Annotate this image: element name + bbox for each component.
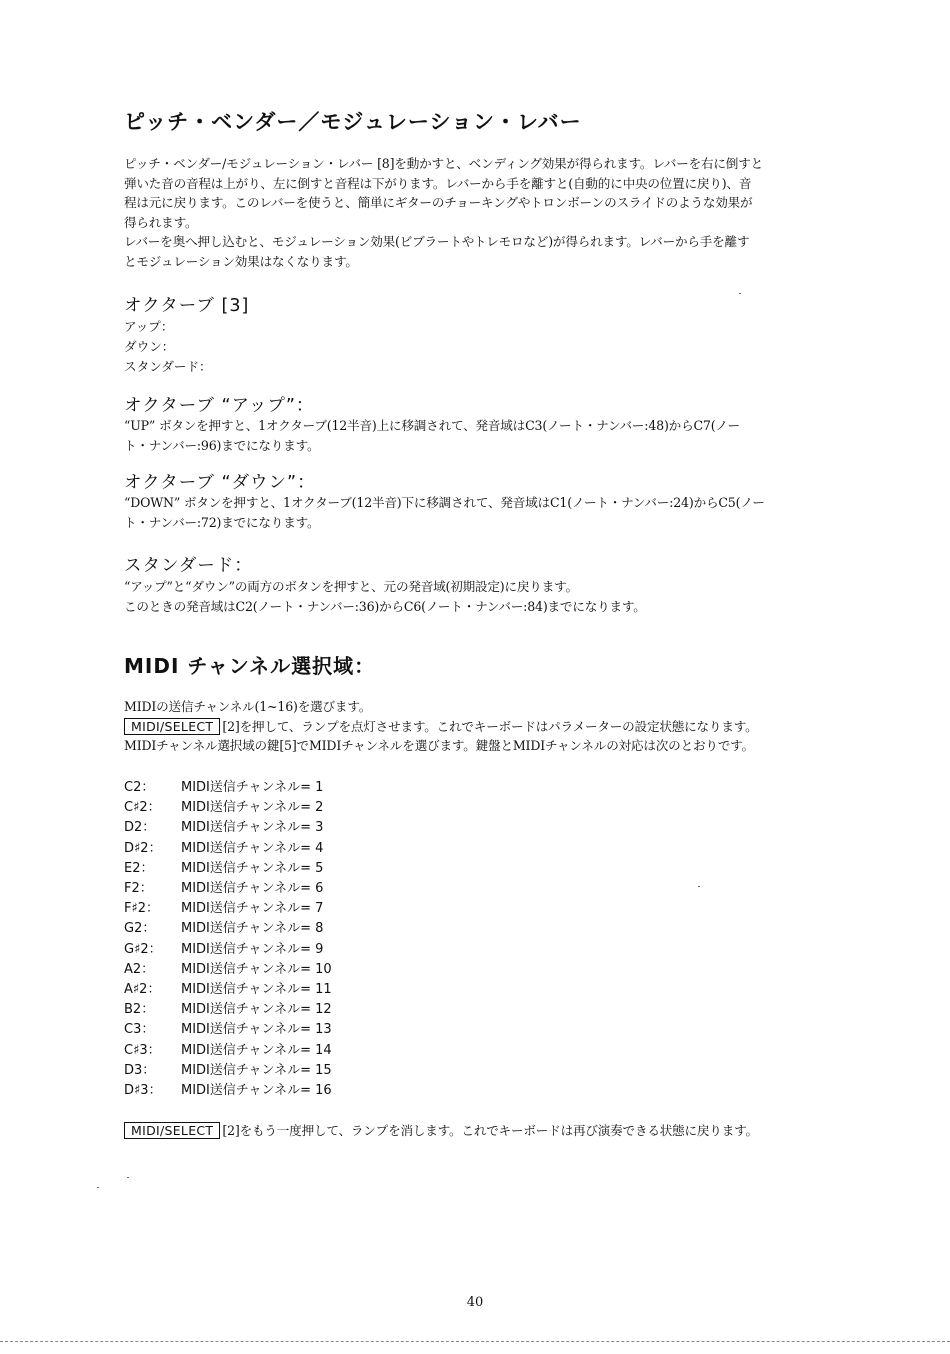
text-line: ピッチ・ベンダー/モジュレーション・レバー [8]を動かすと、ベンディング効果が得られます。レバーを右に倒すと	[124, 156, 763, 171]
scan-speck	[127, 1177, 129, 1178]
mapping-row	[124, 778, 332, 798]
standard-heading: スタンダード：	[124, 556, 253, 576]
text-span: [2]をもう一度押して、ランプを消します。これでキーボードは再び演奏できる状態に戻ります。	[222, 1123, 758, 1138]
mapping-key: G♯2：	[124, 941, 162, 957]
octave-heading: オクターブ [3]	[124, 296, 250, 316]
midi-instructions	[124, 697, 844, 756]
octave-up-heading: オクターブ “アップ”：	[124, 396, 315, 416]
mapping-value: MIDI送信チャンネル= 1	[181, 780, 324, 795]
mapping-key: C♯2：	[124, 800, 161, 816]
text-line: 弾いた音の音程は上がり、左に倒すと音程は下がります。レバーから手を離すと(自動的に中央の位置に戻り)、音	[124, 175, 752, 191]
mapping-key: C3：	[124, 1022, 155, 1038]
text-line: “DOWN” ボタンを押すと、1オクターブ(12半音)下に移調されて、発音域はC1(ノート・ナンバー:24)からC5(ノー	[124, 495, 765, 510]
mapping-value: MIDI送信チャンネル= 7	[181, 901, 324, 917]
scan-speck	[739, 293, 741, 294]
scan-speck	[97, 1187, 99, 1188]
midi-select-button-2: MIDI/SELECT	[124, 1122, 220, 1139]
mapping-key: D2：	[124, 820, 156, 836]
mapping-key: G2：	[124, 921, 156, 937]
text-line: “アップ”と“ダウン”の両方のボタンを押すと、元の発音域(初期設定)に戻ります。	[124, 579, 578, 594]
octave-options-list	[124, 317, 212, 377]
mapping-key: E2：	[124, 860, 154, 876]
mapping-key: A♯2：	[124, 982, 161, 998]
mapping-value: MIDI送信チャンネル= 15	[181, 1062, 332, 1078]
mapping-key: F2：	[124, 881, 153, 897]
mapping-key: D3：	[124, 1062, 156, 1078]
midi-final-instruction	[124, 1121, 844, 1141]
mapping-value: MIDI送信チャンネル= 4	[181, 840, 324, 856]
mapping-row	[124, 1020, 332, 1040]
mapping-value: MIDI送信チャンネル= 3	[181, 820, 324, 836]
text-span: [2]を押して、ランプを点灯させます。これでキーボードはパラメーターの設定状態になります。	[222, 718, 758, 734]
mapping-value: MIDI送信チャンネル= 8	[181, 921, 324, 937]
mapping-value: MIDI送信チャンネル= 9	[181, 941, 324, 957]
mapping-row	[124, 1081, 332, 1101]
standard-description	[124, 577, 844, 616]
mapping-row	[124, 839, 332, 859]
mapping-row	[124, 1061, 332, 1081]
octave-down-description	[124, 493, 844, 532]
mapping-row	[124, 879, 332, 899]
mapping-value: MIDI送信チャンネル= 6	[181, 881, 324, 897]
mapping-key: D♯3：	[124, 1083, 162, 1099]
text-line: MIDIの送信チャンネル(1~16)を選びます。	[124, 699, 372, 714]
text-line: “UP” ボタンを押すと、1オクターブ(12半音)上に移調されて、発音域はC3(ノート・ナンバー:48)からC7(ノー	[124, 418, 740, 433]
mapping-row	[124, 798, 332, 818]
mapping-key: C2：	[124, 780, 155, 795]
mapping-value: MIDI送信チャンネル= 2	[181, 800, 324, 816]
mapping-value: MIDI送信チャンネル= 11	[181, 982, 332, 998]
text-line: MIDIチャンネル選択域の鍵[5]でMIDIチャンネルを選びます。鍵盤とMIDIチャンネルの対応は次のとおりです。	[124, 738, 754, 753]
mapping-key: C♯3：	[124, 1042, 161, 1058]
page-bottom-rule	[0, 1341, 950, 1342]
list-item: スタンダード：	[124, 359, 212, 374]
mapping-row	[124, 919, 332, 939]
scan-speck	[698, 886, 700, 887]
mapping-value: MIDI送信チャンネル= 12	[181, 1002, 332, 1018]
mapping-row	[124, 980, 332, 1000]
octave-down-heading: オクターブ “ダウン”：	[124, 473, 316, 493]
text-line	[124, 1121, 844, 1141]
text-line: レバーを奥へ押し込むと、モジュレーション効果(ビブラートやトレモロなど)が得られます。レバーから手を離す	[124, 234, 750, 249]
pitch-bender-heading: ピッチ・ベンダー／モジュレーション・レバー	[124, 110, 582, 134]
octave-up-description	[124, 416, 844, 455]
page-number: 40	[466, 1295, 484, 1310]
mapping-value: MIDI送信チャンネル= 16	[181, 1083, 332, 1099]
list-item: ダウン：	[124, 339, 175, 354]
text-line: ト・ナンバー:96)までになります。	[124, 437, 320, 453]
mapping-value: MIDI送信チャンネル= 13	[181, 1022, 332, 1038]
mapping-key: F♯2：	[124, 901, 160, 917]
mapping-row	[124, 818, 332, 838]
mapping-row	[124, 899, 332, 919]
text-line: ト・ナンバー:72)までになります。	[124, 514, 320, 530]
mapping-value: MIDI送信チャンネル= 5	[181, 860, 324, 876]
mapping-value: MIDI送信チャンネル= 14	[181, 1042, 332, 1058]
pitch-bender-description	[124, 154, 844, 271]
mapping-row	[124, 940, 332, 960]
midi-channel-heading: MIDI チャンネル選択域：	[124, 654, 376, 678]
text-line	[124, 717, 844, 737]
key-channel-mapping	[124, 778, 332, 1101]
mapping-row	[124, 1041, 332, 1061]
text-line: このときの発音域はC2(ノート・ナンバー:36)からC6(ノート・ナンバー:84)までになります。	[124, 598, 646, 614]
mapping-row	[124, 960, 332, 980]
mapping-row	[124, 859, 332, 879]
mapping-key: B2：	[124, 1002, 155, 1018]
text-line: 得られます。	[124, 214, 198, 230]
mapping-key: D♯2：	[124, 840, 162, 856]
mapping-value: MIDI送信チャンネル= 10	[181, 961, 332, 977]
mapping-key: A2：	[124, 961, 155, 977]
mapping-row	[124, 1000, 332, 1020]
text-line: とモジュレーション効果はなくなります。	[124, 253, 358, 269]
midi-select-button: MIDI/SELECT	[124, 718, 220, 735]
list-item: アップ：	[124, 319, 174, 334]
text-line: 程は元に戻ります。このレバーを使うと、簡単にギターのチョーキングやトロンボーンのスライドのような効果が	[124, 195, 753, 210]
